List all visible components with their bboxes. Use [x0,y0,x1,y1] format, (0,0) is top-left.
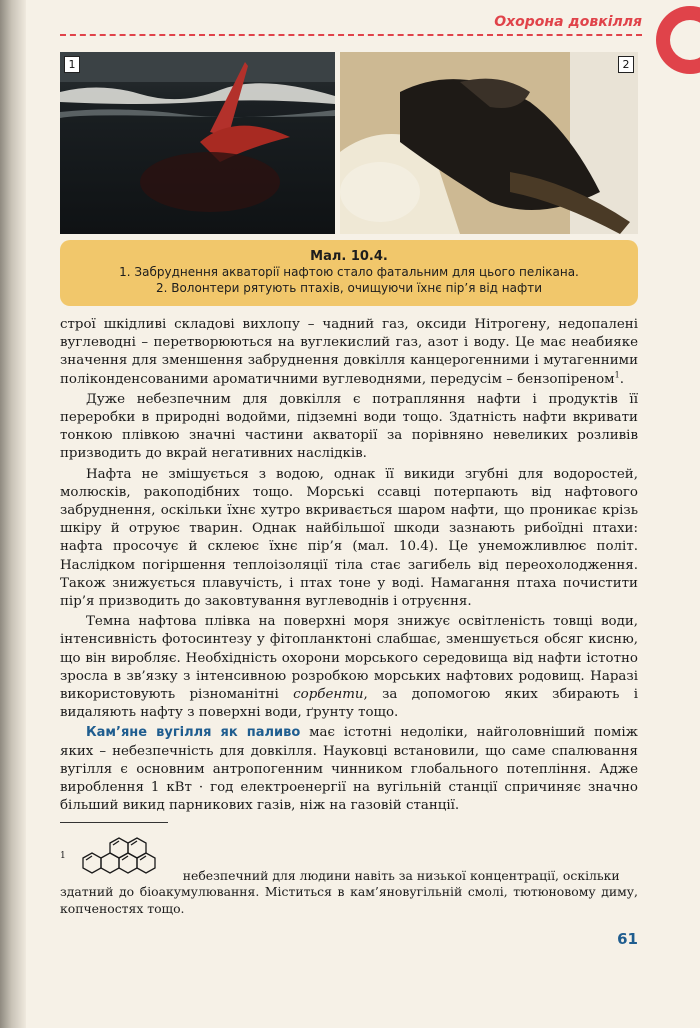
footnote-divider [60,822,168,823]
figure-caption-title: Мал. 10.4. [310,249,388,264]
page-number: 61 [617,930,638,948]
photo-number-1: 1 [64,56,80,73]
term-sorbents: сорбенти [293,687,364,703]
footnote-line-2: здатний до біоакумулювання. Міститься в кам’яновугільній смолі, тютюновому диму, копченостях тощо. [60,884,638,916]
benzopyrene-structure-diagram [69,828,179,884]
footnote-mark: 1 [60,850,66,861]
photo-number-2: 2 [618,56,634,73]
footnote-ref: 1 [614,370,620,380]
paragraph-1-end: . [619,371,624,387]
photo-pelican-oil-spill [60,52,335,234]
page-gutter [0,0,26,1028]
pelican-scene [60,52,335,234]
chapter-tab-marker [656,6,700,74]
paragraph-2: Дуже небезпечним для довкілля є потрапляння нафти і продуктів її переробки в природні водойми, підземні води тощо. Здатність нафти вкривати тонкою плівкою значні частини акваторії за порівняно невеликих розливів призводить до вкрай негативних наслідків. [60,391,638,462]
volunteers-scene [340,52,638,234]
paragraph-5-text: має істотні недоліки, найголовніший поміж яких – небезпечність для довкілля. Науковці встановили, що саме спалювання вугілля є основним антропогенним чинником глобального потепління. Адже вироблення 1 кВт · год електроенергії на вугільній станції спричиняє значно більший викид парникових газів, ніж на газовій станції. [60,725,638,814]
header-divider [60,34,642,36]
subsection-lead-coal: Кам’яне вугілля як паливо [86,725,301,741]
body-text [60,316,638,817]
paragraph-4 [60,613,638,722]
paragraph-4-text: Темна нафтова плівка на поверхні моря знижує освітленість товщі води, інтенсивність фотосинтезу у фітопланктоні слабшає, зменшується обсяг кисню, що він виробляє. Необхідність охорони морського середовища від нафти істотно зросла в зв’язку з інтенсивною розробкою морських нафтових родовищ. Наразі використовують різноманітні [60,614,638,703]
footnote [60,828,638,917]
paragraph-5 [60,724,638,815]
paragraph-1 [60,316,638,389]
photo-volunteers-cleaning-bird [340,52,638,234]
footnote-first-row [60,828,638,884]
figure-caption-line-2: 2. Волонтери рятують птахів, очищуючи їхнє пір’я від нафти [155,281,543,295]
paragraph-1-text: строї шкідливі складові вихлопу – чадний газ, оксиди Нітрогену, недопалені вуглеводні – перетворюються на вуглекислий газ, азот і воду. Це має неабияке значення для зменшення забруднення довкілля канцерогенними і мутагенними поліконденсованими ароматичними вуглеводнями, передусім – бензопіреном [60,317,638,387]
figure-caption [60,240,638,306]
paragraph-4-end: , за допомогою яких збирають і видаляють нафту з поверхні води, ґрунту тощо. [60,687,638,721]
paragraph-3: Нафта не змішується з водою, однак її викиди згубні для водоростей, молюсків, ракоподібних тощо. Морські ссавці потерпають від нафтового забруднення, оскільки їхнє хутро вкривається шаром нафти, що проникає крізь шкіру й отруює тварин. Однак найбільшої шкоди зазнають рибоїдні птахи: нафта просочує й склеює їхнє пір’я (мал. 10.4). Це унеможливлює політ. Наслідком погіршення теплоізоляції тіла стає загибель від переохолодження. Також знижується плавучість, і птах тоне у воді. Намагання птаха почистити пір’я призводить до заковтування вуглеводнів і отруєння. [60,466,638,610]
section-title: Охорона довкілля [494,14,642,30]
footnote-line-1: небезпечний для людини навіть за низької концентрації, оскільки [182,867,620,883]
figure-caption-line-1: 1. Забруднення акваторії нафтою стало фатальним для цього пелікана. [119,265,579,279]
